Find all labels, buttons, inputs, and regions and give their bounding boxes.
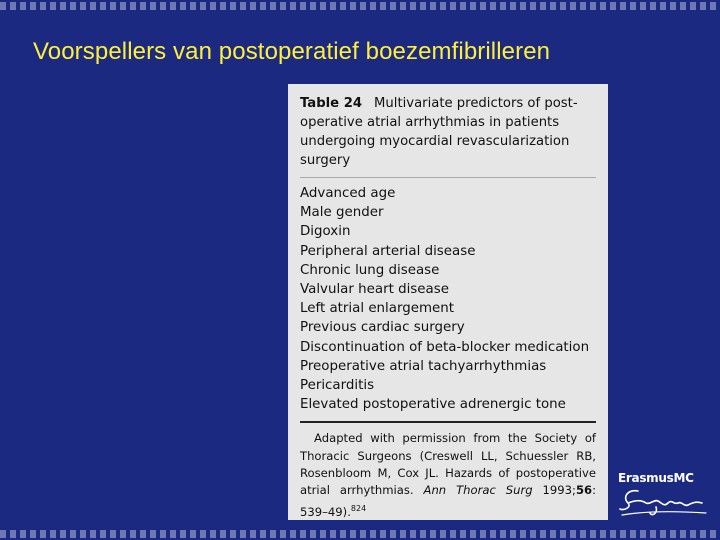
footnote-journal: Ann Thorac Surg (423, 483, 533, 498)
footnote-volume: 56 (575, 483, 593, 498)
predictor-item: Discontinuation of beta-blocker medication (300, 339, 590, 355)
predictor-item: Preoperative atrial tachyarrhythmias (300, 358, 547, 374)
erasmus-signature-icon (616, 485, 712, 519)
erasmus-mc-logo (616, 467, 712, 522)
footnote-ref: 824 (350, 503, 367, 513)
predictor-list (300, 184, 596, 414)
footnote-pages: : 539–49). (300, 483, 597, 519)
table-label: Table 24 (300, 96, 363, 111)
predictor-item: Peripheral arterial disease (300, 243, 476, 259)
footnote-year: 1993; (542, 483, 576, 498)
table-footnote (300, 430, 596, 520)
table-caption-text: Multivariate predictors of post-operative atrial arrhythmias in patients undergoing myocardial revascularization surgery (300, 96, 578, 168)
table-bottom-rule (300, 421, 596, 423)
predictor-item: Male gender (300, 205, 384, 221)
predictor-item: Advanced age (300, 186, 396, 201)
slide-title: Voorspellers van postoperatief boezemfibrilleren (33, 38, 551, 65)
predictor-item: Valvular heart disease (300, 282, 449, 298)
predictor-item: Digoxin (300, 224, 351, 240)
logo-text: ErasmusMC (618, 471, 694, 485)
table-image (288, 84, 608, 520)
predictor-item: Previous cardiac surgery (300, 320, 465, 336)
top-border-decoration (0, 2, 720, 10)
bottom-border-decoration (0, 530, 720, 538)
predictor-item: Left atrial enlargement (300, 301, 454, 317)
table-caption (300, 94, 596, 170)
table-top-rule (300, 177, 596, 178)
footnote-text: Adapted with permission from the Society of Thoracic Surgeons (Creswell LL, Schuessler RB, Rosenbloom M, Cox JL. Hazards of postoperative atrial arrhythmias. (300, 431, 596, 498)
predictor-item: Pericarditis (300, 378, 375, 394)
predictor-item: Elevated postoperative adrenergic tone (300, 397, 566, 413)
predictor-item: Chronic lung disease (300, 262, 440, 278)
